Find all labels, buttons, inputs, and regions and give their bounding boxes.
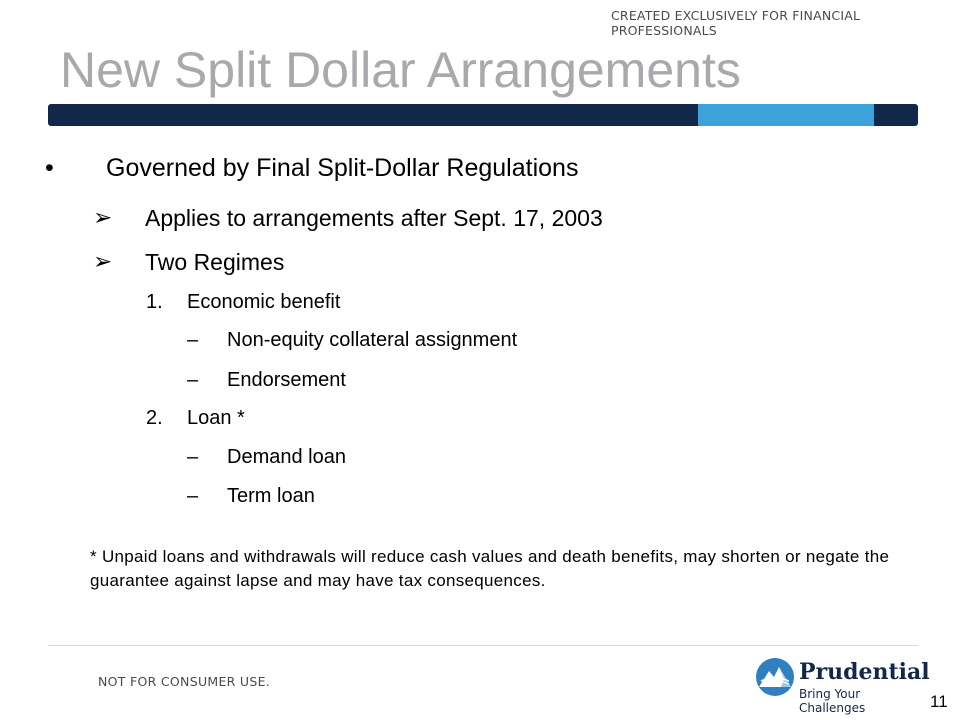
title-bar-dark-left [48,104,698,126]
prudential-logo [755,657,930,715]
dash-item [0,444,960,470]
dash-marker: – [187,446,199,468]
bullet-item [0,153,960,183]
sub-bullet-text: Applies to arrangements after Sept. 17, 2003 [145,205,603,231]
dash-text: Endorsement [227,369,346,391]
dash-item [0,483,960,509]
title-bar-dark-right [874,104,918,126]
rock-logo-icon [755,657,795,697]
numbered-item [0,405,960,431]
sub-bullet-item [0,204,960,232]
dash-text: Non-equity collateral assignment [227,329,518,351]
logo-tagline: Bring Your Challenges [799,687,866,715]
title-bar-light [698,104,874,126]
arrow-bullet-icon: ➢ [93,205,113,231]
dash-text: Term loan [227,485,315,507]
bullet-marker: • [45,154,54,182]
item-number: 2. [146,407,163,429]
dash-text: Demand loan [227,446,346,468]
logo-name: Prudential [799,659,930,685]
slide-title: New Split Dollar Arrangements [60,42,741,98]
dash-marker: – [187,485,199,507]
dash-item [0,327,960,353]
not-for-consumer-notice: NOT FOR CONSUMER USE. [98,674,271,689]
item-number: 1. [146,291,163,313]
item-label: Loan * [187,407,245,429]
top-disclaimer: CREATED EXCLUSIVELY FOR FINANCIAL PROFESSIONALS [611,8,861,38]
dash-marker: – [187,329,199,351]
arrow-bullet-icon: ➢ [93,249,113,275]
dash-item [0,367,960,393]
bullet-text: Governed by Final Split-Dollar Regulations [106,154,579,182]
numbered-item [0,289,960,315]
footer-divider [48,645,918,646]
page-number: 11 [930,692,948,711]
item-label: Economic benefit [187,291,341,313]
footnote: * Unpaid loans and withdrawals will reduce cash values and death benefits, may shorten or negate the guarantee against lapse and may have tax consequences. [90,547,890,590]
sub-bullet-item [0,248,960,276]
sub-bullet-text: Two Regimes [145,249,285,275]
dash-marker: – [187,369,199,391]
